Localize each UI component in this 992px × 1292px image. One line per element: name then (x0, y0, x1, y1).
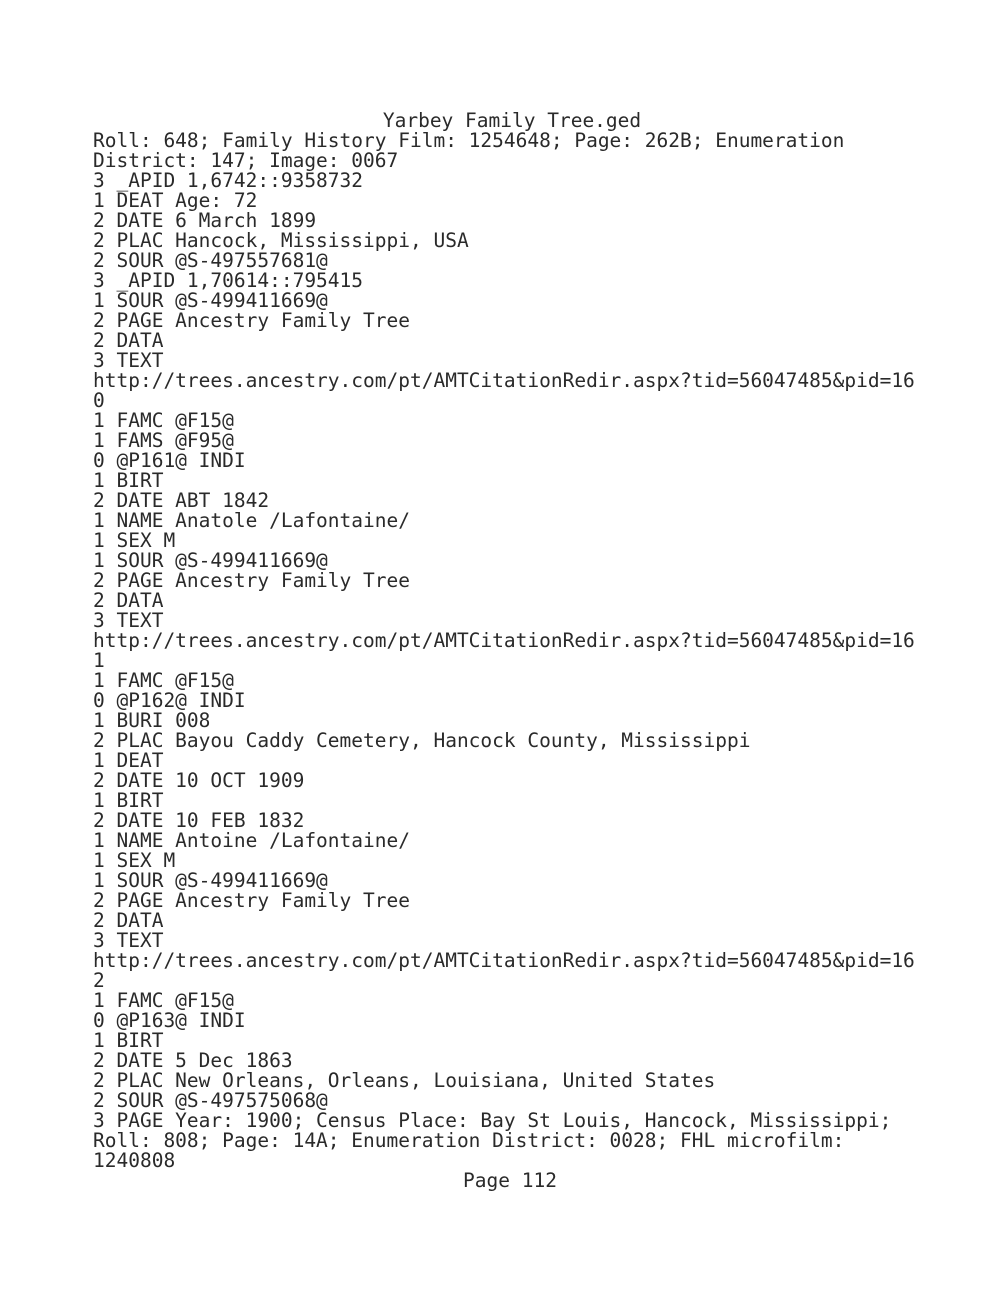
gedcom-line: 2 PAGE Ancestry Family Tree (93, 309, 410, 332)
gedcom-line: 3 _APID 1,6742::9358732 (93, 169, 364, 192)
gedcom-line: 1 DEAT Age: 72 (93, 189, 258, 212)
gedcom-line: 1 BURI 008 (93, 709, 211, 732)
gedcom-line: 1 FAMC @F15@ (93, 409, 234, 432)
gedcom-line: 2 DATE 10 OCT 1909 (93, 769, 305, 792)
gedcom-text-block (93, 131, 915, 1171)
gedcom-line: 1 BIRT (93, 469, 164, 492)
gedcom-line: 2 PAGE Ancestry Family Tree (93, 569, 410, 592)
gedcom-line: 0 @P162@ INDI (93, 689, 246, 712)
gedcom-line: Roll: 808; Page: 14A; Enumeration District: 0028; FHL microfilm: (93, 1129, 845, 1152)
page-title: Yarbey Family Tree.ged (382, 109, 642, 132)
gedcom-line: 2 DATE 10 FEB 1832 (93, 809, 305, 832)
gedcom-line: 2 PLAC New Orleans, Orleans, Louisiana, United States (93, 1069, 716, 1092)
gedcom-line: 1 SOUR @S-499411669@ (93, 869, 328, 892)
gedcom-line: 0 @P163@ INDI (93, 1009, 246, 1032)
gedcom-line: 1 FAMC @F15@ (93, 989, 234, 1012)
gedcom-line: 2 DATE 5 Dec 1863 (93, 1049, 293, 1072)
gedcom-line: 2 SOUR @S-497557681@ (93, 249, 328, 272)
gedcom-line: 2 DATE ABT 1842 (93, 489, 270, 512)
gedcom-line: 1 SEX M (93, 849, 176, 872)
gedcom-line: 3 TEXT (93, 929, 164, 952)
gedcom-line: http://trees.ancestry.com/pt/AMTCitationRedir.aspx?tid=56047485&pid=16 (93, 949, 915, 972)
gedcom-line: 2 (93, 969, 105, 992)
gedcom-line: 0 @P161@ INDI (93, 449, 246, 472)
gedcom-line: 2 SOUR @S-497575068@ (93, 1089, 328, 1112)
gedcom-line: District: 147; Image: 0067 (93, 149, 399, 172)
gedcom-line: 2 DATA (93, 329, 164, 352)
gedcom-line: 2 DATA (93, 909, 164, 932)
gedcom-line: 1 SOUR @S-499411669@ (93, 549, 328, 572)
gedcom-line: 1 DEAT (93, 749, 164, 772)
gedcom-line: 3 TEXT (93, 349, 164, 372)
gedcom-line: 1 SEX M (93, 529, 176, 552)
gedcom-line: 1 NAME Antoine /Lafontaine/ (93, 829, 410, 852)
gedcom-line: 1 (93, 649, 105, 672)
page-number: Page 112 (463, 1169, 557, 1192)
gedcom-line: 1 NAME Anatole /Lafontaine/ (93, 509, 410, 532)
gedcom-line: http://trees.ancestry.com/pt/AMTCitationRedir.aspx?tid=56047485&pid=16 (93, 629, 915, 652)
gedcom-line: 2 DATA (93, 589, 164, 612)
gedcom-line: 1 FAMC @F15@ (93, 669, 234, 692)
gedcom-line: 2 DATE 6 March 1899 (93, 209, 317, 232)
gedcom-line: 2 PLAC Hancock, Mississippi, USA (93, 229, 469, 252)
gedcom-line: 1 BIRT (93, 1029, 164, 1052)
gedcom-line: Roll: 648; Family History Film: 1254648; Page: 262B; Enumeration (93, 129, 845, 152)
gedcom-line: 1 SOUR @S-499411669@ (93, 289, 328, 312)
gedcom-line: 3 PAGE Year: 1900; Census Place: Bay St Louis, Hancock, Mississippi; (93, 1109, 892, 1132)
gedcom-line: http://trees.ancestry.com/pt/AMTCitationRedir.aspx?tid=56047485&pid=16 (93, 369, 915, 392)
gedcom-line: 3 TEXT (93, 609, 164, 632)
gedcom-line: 2 PLAC Bayou Caddy Cemetery, Hancock County, Mississippi (93, 729, 751, 752)
gedcom-line: 0 (93, 389, 105, 412)
gedcom-line: 1240808 (93, 1149, 176, 1172)
gedcom-line: 2 PAGE Ancestry Family Tree (93, 889, 410, 912)
gedcom-line: 1 FAMS @F95@ (93, 429, 234, 452)
gedcom-line: 1 BIRT (93, 789, 164, 812)
gedcom-line: 3 _APID 1,70614::795415 (93, 269, 364, 292)
